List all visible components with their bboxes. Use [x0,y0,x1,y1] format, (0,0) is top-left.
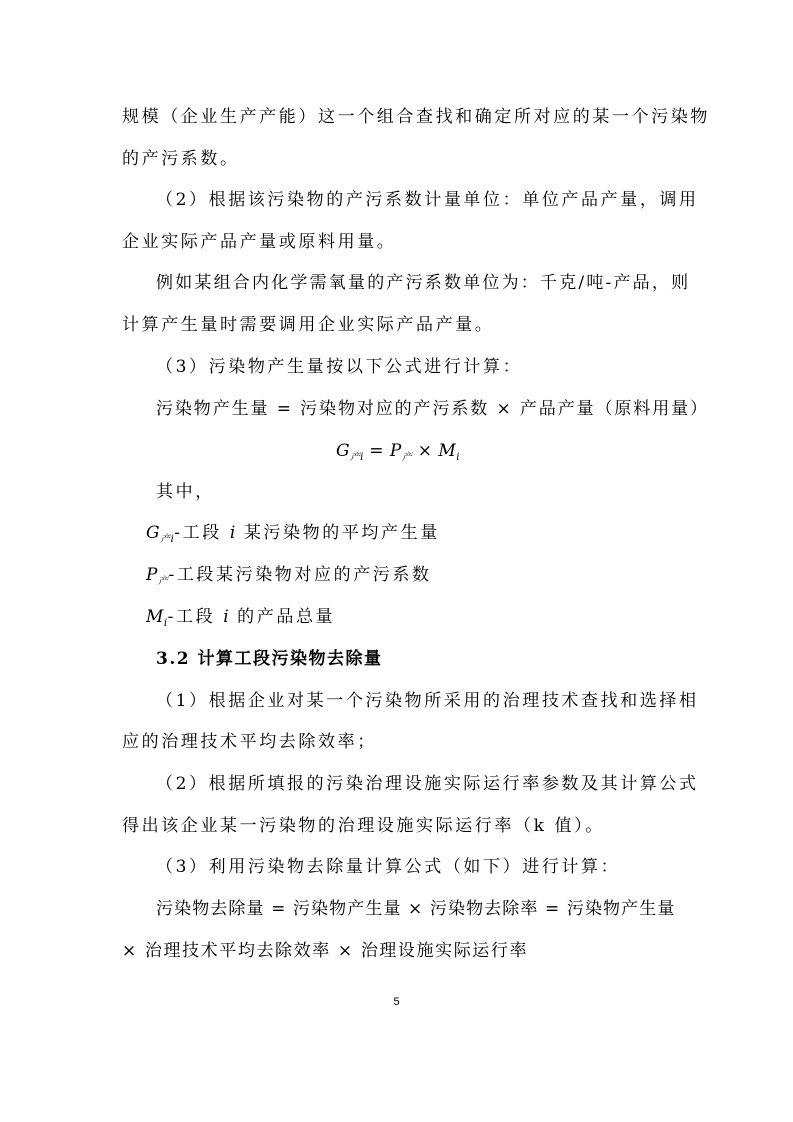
definition-m [146,606,335,635]
paragraph-1-line-2: 的产污系数。 [122,149,240,169]
formula-g-sub: 产i [350,452,364,463]
formula-m: M [438,441,457,461]
paragraph-6-line-1: （2）根据所填报的污染治理设施实际运行率参数及其计算公式 [156,774,699,794]
formula-equals: = [363,441,390,461]
definition-p [146,564,432,593]
paragraph-5-line-2: 应的治理技术平均去除效率； [122,732,377,752]
definition-g-symbol: G [146,523,161,543]
definition-m-text-before: 工段 [175,607,224,627]
definition-m-text-after: 的产品总量 [229,607,336,627]
definition-g-var: i [229,523,236,543]
formula-p: P [389,441,402,461]
definition-m-sub: i [163,618,168,629]
paragraph-2-line-2: 企业实际产品产量或原料用量。 [122,232,397,252]
definition-g-text-before: 工段 [182,523,230,543]
paragraph-4: （3）污染物产生量按以下公式进行计算： [156,357,523,377]
formula-times: × [411,441,439,461]
section-heading: 3.2 计算工段污染物去除量 [156,649,383,669]
definition-g-dash: - [174,523,183,543]
definition-g [146,522,440,551]
definition-p-symbol: P [146,565,158,585]
paragraph-7: （3）利用污染物去除量计算公式（如下）进行计算： [156,857,621,877]
formula-equation [336,440,460,469]
paragraph-8-line-2: × 治理技术平均去除效率 × 治理设施实际运行率 [122,941,529,961]
definition-p-sub: 产 [157,576,169,587]
paragraph-6-line-2: 得出该企业某一污染物的治理设施实际运行率（k 值）。 [122,816,605,836]
paragraph-5-line-1: （1）根据企业对某一个污染物所采用的治理技术查找和选择相 [156,691,699,711]
formula-g: G [336,441,351,461]
paragraph-2-line-1: （2）根据该污染物的产污系数计量单位：单位产品产量，调用 [156,190,699,210]
paragraph-1-line-1: 规模（企业生产产能）这一个组合查找和确定所对应的某一个污染物 [122,107,710,127]
definition-g-sub: 产i [160,534,175,545]
formula-p-sub: 产 [401,452,412,463]
formula-m-sub: i [456,452,460,463]
definition-g-text-after: 某污染物的平均产生量 [235,523,440,543]
definition-m-symbol: M [146,607,164,627]
paragraph-3-line-1: 例如某组合内化学需氧量的产污系数单位为：千克/吨-产品，则 [156,273,691,293]
page-number: 5 [393,996,400,1008]
definition-m-dash: - [167,607,176,627]
definition-p-dash: - [168,565,177,585]
definition-p-text: 工段某污染物对应的产污系数 [176,565,432,585]
formula-text: 污染物产生量 = 污染物对应的产污系数 × 产品产量（原料用量） [156,399,709,419]
paragraph-3-line-2: 计算产生量时需要调用企业实际产品产量。 [122,315,495,335]
paragraph-8-line-1: 污染物去除量 = 污染物产生量 × 污染物去除率 = 污染物产生量 [156,899,676,919]
definition-m-var: i [223,607,230,627]
where-label: 其中， [156,482,215,502]
